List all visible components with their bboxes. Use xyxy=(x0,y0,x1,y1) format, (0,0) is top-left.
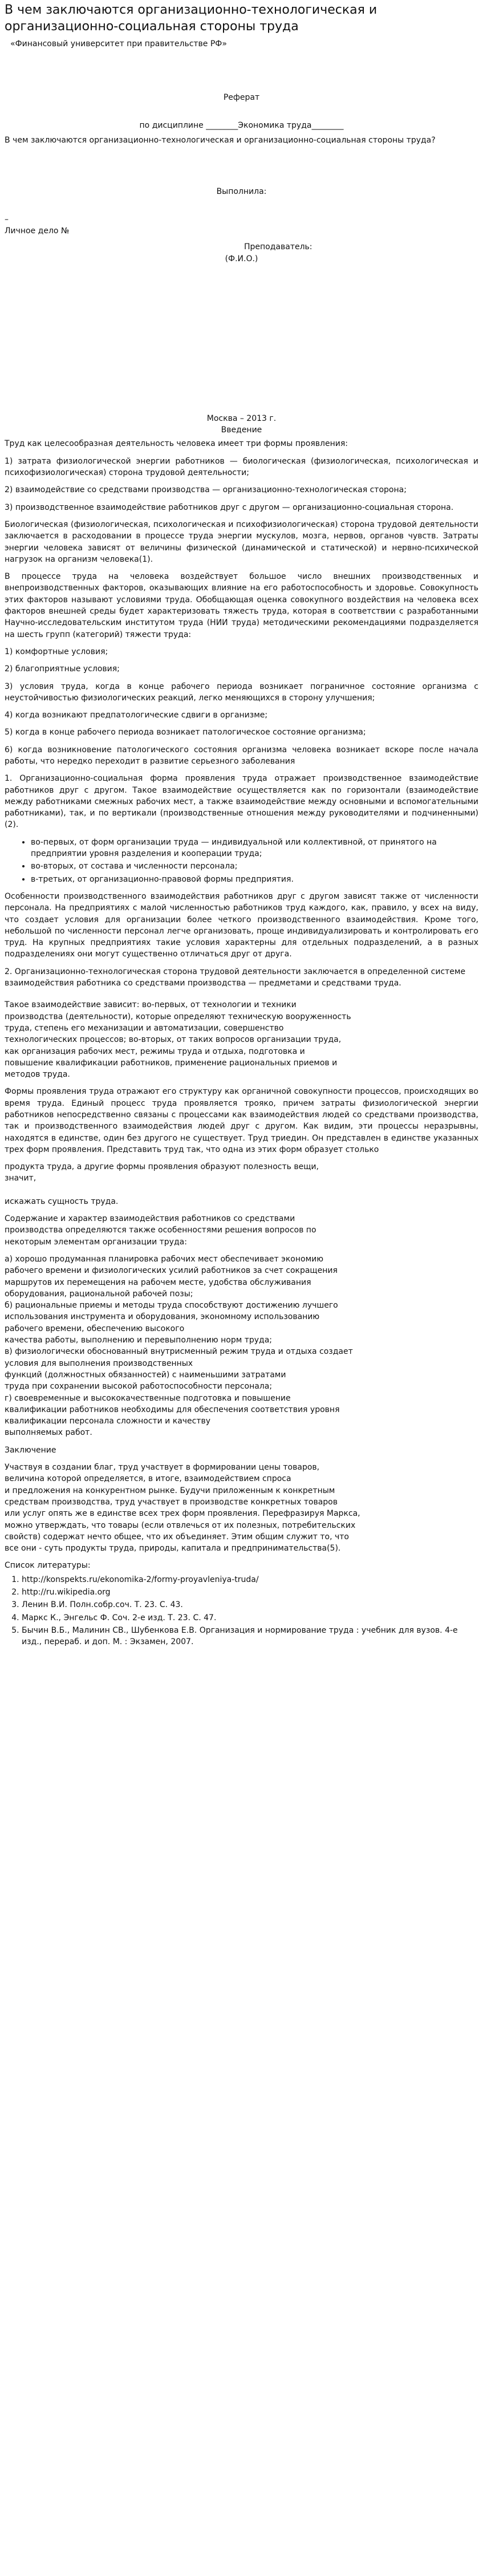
teacher-name: (Ф.И.О.) xyxy=(225,254,258,263)
performed-by-label: Выполнила: xyxy=(216,187,267,197)
intro-paragraph: Труд как целесообразная деятельность человека имеет три формы проявления: xyxy=(5,439,348,449)
body-block-content xyxy=(5,1213,478,1248)
reference-item: 5. Бычин В.Б., Малинин СВ., Шубенкова Е.В. Организация и нормирование труда : учебник для вузов. 4-е изд., перераб. и доп. М. : Экзамен, 2007. xyxy=(22,1625,478,1648)
text-line: г) своевременные и высококачественные подготовка и повышение xyxy=(5,1393,291,1403)
intro-paragraph: 3) условия труда, когда в конце рабочего периода возникает пограничное состояние организма с неустойчивостью физиологических реакций, легко меняющихся в сторону улучшения; xyxy=(5,681,478,703)
text-line: искажать сущность труда. xyxy=(5,1196,119,1206)
intro-paragraph: 2) взаимодействие со средствами производства — организационно-технологическая сторона; xyxy=(5,485,407,495)
text-line: б) рациональные приемы и методы труда способствуют достижению лучшего xyxy=(5,1301,338,1311)
dash-line: – xyxy=(5,214,9,224)
text-line: рабочего времени и физиологических усилий работников за счет сокращения xyxy=(5,1266,338,1276)
depends-list xyxy=(5,837,478,885)
text-line: можно утверждать, что товары (если отвлечься от их полезных, потребительских xyxy=(5,1520,356,1530)
text-line: или услуг опять же в единстве всех трех форм проявления. Перефразируя Маркса, xyxy=(5,1509,360,1519)
text-line: производства (деятельности), которые определяют техническую вооруженность xyxy=(5,1012,351,1021)
list-item: • во-первых, от форм организации труда — индивидуальной или коллективной, от принятого на предприятии уровня разделения и кооперации труда; xyxy=(31,837,478,860)
text-line: производства определяются также особенностями решения вопросов по xyxy=(5,1226,316,1235)
title-repeat: В чем заключаются организационно-технологическая и организационно-социальная стороны труда? xyxy=(5,136,436,145)
text-line: качества работы, выполнению и перевыполнению норм труда; xyxy=(5,1336,273,1345)
body-block-essence xyxy=(5,1161,478,1207)
text-line: продукта труда, а другие формы проявления образуют полезность вещи, xyxy=(5,1162,319,1172)
document-title: В чем заключаются организационно-технологическая и организационно-социальная стороны труда xyxy=(5,3,378,34)
references-list xyxy=(5,1574,478,1648)
list-item: • во-вторых, от состава и численности персонала; xyxy=(31,861,478,872)
text-line: а) хорошо продуманная планировка рабочих мест обеспечивает экономию xyxy=(5,1254,324,1264)
references-heading: Список литературы: xyxy=(5,1561,91,1571)
intro-paragraph: 1. Организационно-социальная форма проявления труда отражает производственное взаимодействие работников друг с другом. Такое взаимодействие осуществляется как по горизонтали (взаимодействие между работниками смежных рабочих мест, а также взаимодействие между основными и вспомогательными работниками), так, и по вертикали (производственные отношения между руководителями и подчиненными)(2). xyxy=(5,774,478,830)
intro-heading: Введение xyxy=(221,425,262,435)
text-line: квалификации персонала сложности и качеству xyxy=(5,1417,211,1426)
text-line: квалификации работников необходимы для обеспечения соответствия уровня xyxy=(5,1405,340,1414)
city-year: Москва – 2013 г. xyxy=(206,413,277,423)
intro-paragraph: 4) когда возникают предпатологические сдвиги в организме; xyxy=(5,711,268,720)
discipline-line: по дисциплине ________Экономика труда________ xyxy=(139,120,344,130)
body-paragraph: Особенности производственного взаимодействия работников друг с другом зависят также от численности персонала. На предприятиях с малой численностью работников труд каждого, как, правило, у всех на виду, что создает условия для организации более четкого производственного взаимодействия. Кроме того, небольшой по численности персонал легче организовать, проще индивидуализировать и контролировать его труд. На крупных предприятиях такие условия характерны для отдельных подразделений, а в разных подразделениях они могут существенно отличаться друг от друга. xyxy=(5,891,478,959)
text-line xyxy=(5,1184,478,1196)
text-line: маршрутов их перемещения на рабочем месте, удобства обслуживания xyxy=(5,1277,311,1287)
text-line: рабочего времени, обеспечению высокого xyxy=(5,1324,185,1333)
intro-section xyxy=(5,438,478,830)
intro-paragraph: 3) производственное взаимодействие работников друг с другом — организационно-социальная сторона. xyxy=(5,502,454,512)
text-line: методов труда. xyxy=(5,1070,70,1080)
text-line: величина которой определяется, в итоге, взаимодействием спроса xyxy=(5,1474,291,1484)
body-paragraph: Формы проявления труда отражают его структуру как органичной совокупности процессов, происходящих во время труда. Единый процесс труда проявляется трояко, причем затраты физиологической энергии работников непосредственно связаны с процессами как взаимодействия людей со средствами производства, так и производственного взаимодействия людей друг с другом. Как видим, эти процессы неразрывны, находятся в единстве, один без другого не существует. Труд триедин. Он представлен в единстве указанных трех форм проявления. Представить труд так, что одна из этих форм образует столько xyxy=(5,1087,478,1154)
intro-paragraph: 1) комфортные условия; xyxy=(5,647,108,656)
reference-item: 2. http://ru.wikipedia.org xyxy=(22,1587,478,1598)
text-line: и предложения на конкурентном рынке. Будучи приложенным к конкретным xyxy=(5,1486,335,1495)
text-line: функций (должностных обязанностей) с наименьшими затратами xyxy=(5,1370,286,1380)
text-line: труда при сохранении высокой работоспособности персонала; xyxy=(5,1382,273,1392)
text-line: Участвуя в создании благ, труд участвует в формировании цены товаров, xyxy=(5,1463,320,1472)
report-label: Реферат xyxy=(223,93,260,103)
text-line: в) физиологически обоснованный внутрисменный режим труда и отдыха создает xyxy=(5,1347,353,1357)
list-item: • в-третьих, от организационно-правовой формы предприятия. xyxy=(31,874,478,885)
reference-item: 3. Ленин В.И. Полн.собр.соч. Т. 23. С. 43. xyxy=(22,1599,478,1610)
text-line: все они - суть продукты труда, природы, капитала и предпринимательства(5). xyxy=(5,1544,341,1553)
text-line: оборудования, рациональной рабочей позы; xyxy=(5,1289,193,1299)
text-line: условия для выполнения производственных xyxy=(5,1358,193,1368)
teacher-label: Преподаватель: xyxy=(244,242,312,252)
text-line: некоторым элементам организации труда: xyxy=(5,1237,187,1247)
body-block-technology xyxy=(5,999,478,1080)
reference-item: 1. http://konspekts.ru/ekonomika-2/formy-proyavleniya-truda/ xyxy=(22,1574,478,1585)
intro-paragraph: 2) благоприятные условия; xyxy=(5,664,120,674)
body-block-elements xyxy=(5,1253,478,1439)
text-line: Содержание и характер взаимодействия работников со средствами xyxy=(5,1214,295,1224)
intro-paragraph: В процессе труда на человека воздействует большое число внешних производственных и внепроизводственных факторов, оказывающих влияние на его работоспособность и здоровье. Совокупность этих факторов называют условиями труда. Обобщающая оценка совокупного воздействия на человека всех факторов внешней среды будет характеризовать тяжесть труда, которая в соответствии с разработанными Научно-исследовательским институтом труда (НИИ труда) методическими рекомендациями подразделяется на шесть групп (категорий) тяжести труда: xyxy=(5,572,478,639)
institution-name: «Финансовый университет при правительстве РФ» xyxy=(10,39,227,49)
text-line: технологических процессов; во-вторых, от таких вопросов организации труда, xyxy=(5,1035,342,1045)
text-line: как организация рабочих мест, режимы труда и отдыха, подготовка и xyxy=(5,1046,305,1056)
text-line: свойств) содержат нечто общее, что их объединяет. Этим общим служит то, что xyxy=(5,1532,349,1541)
text-line: средствам производства, труд участвует в производстве конкретных товаров xyxy=(5,1497,338,1507)
intro-paragraph: Биологическая (физиологическая, психологическая и психофизиологическая) сторона трудовой деятельности заключается в расходовании в процессе труда энергии мускулов, мозга, нервов, органов чувств. Затраты энергии человека зависят от величины физической (динамической и статической) и нервно-психической нагрузок на организм человека(1). xyxy=(5,520,478,564)
intro-paragraph: 6) когда возникновение патологического состояния организма человека возникает вскоре после начала работы, что нередко переходит в развитие серьезного заболевания xyxy=(5,745,478,766)
text-line: использования инструмента и оборудования, экономному использованию xyxy=(5,1312,320,1322)
personal-file-label: Личное дело № xyxy=(5,226,70,236)
text-line: Такое взаимодействие зависит: во-первых, от технологии и техники xyxy=(5,1000,297,1010)
text-line: выполняемых работ. xyxy=(5,1428,92,1438)
intro-paragraph: 1) затрата физиологической энергии работников — биологическая (физиологическая, психологическая и психофизиологическая) сторона трудовой деятельности; xyxy=(5,456,478,478)
body-paragraph: 2. Организационно-технологическая сторона трудовой деятельности заключается в определенной системе взаимодействия работника со средствами производства — предметами и средствами труда. xyxy=(5,967,466,988)
intro-paragraph: 5) когда в конце рабочего периода возникает патологическое состояние организма; xyxy=(5,728,366,737)
text-line: труда, степень его механизации и автоматизации, совершенство xyxy=(5,1023,284,1033)
reference-item: 4. Маркс К., Энгельс Ф. Соч. 2-е изд. Т. 23. С. 47. xyxy=(22,1612,478,1624)
text-line: значит, xyxy=(5,1174,36,1183)
text-line: повышение квалификации работников, применение рациональных приемов и xyxy=(5,1058,338,1068)
conclusion-block xyxy=(5,1462,478,1554)
conclusion-heading: Заключение xyxy=(5,1445,56,1455)
